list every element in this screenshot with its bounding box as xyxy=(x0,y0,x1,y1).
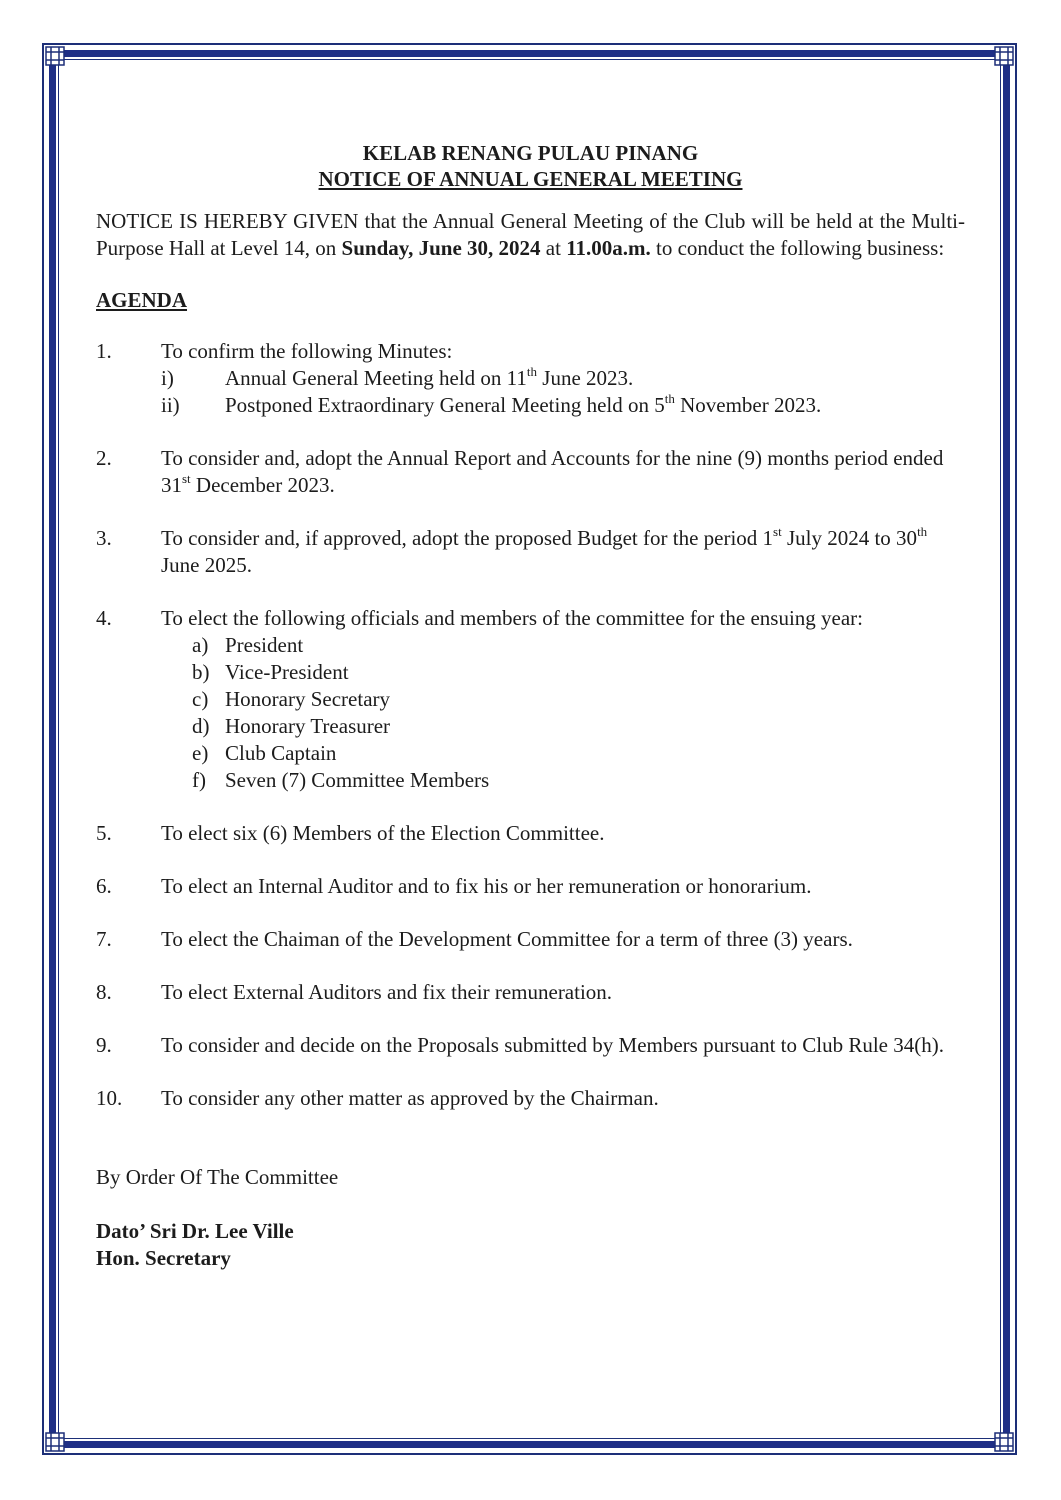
item-text: To elect the Chaiman of the Development Committee for a term of three (3) years. xyxy=(161,927,853,951)
signatory xyxy=(96,1218,965,1272)
signatory-position: Hon. Secretary xyxy=(96,1246,231,1270)
corner-ornament-icon xyxy=(991,1429,1017,1455)
sub-item-text: Honorary Secretary xyxy=(225,687,391,711)
club-name: KELAB RENANG PULAU PINANG xyxy=(362,141,699,165)
item-number: 10. xyxy=(96,1086,123,1110)
agenda-list xyxy=(96,338,965,1112)
intro-text: to conduct the following business: xyxy=(650,236,945,260)
agenda-item xyxy=(96,873,965,900)
sub-item xyxy=(161,392,965,419)
sub-item-text: Seven (7) Committee Members xyxy=(225,768,490,792)
sub-item xyxy=(161,740,965,767)
item-text: To consider and decide on the Proposals submitted by Members pursuant to Club Rule 34(h). xyxy=(161,1033,944,1057)
agenda-item xyxy=(96,926,965,953)
item-number: 1. xyxy=(96,339,112,363)
intro-text: NOTICE IS HEREBY GIVEN that the Annual General Meeting of the Club will be held at the Multi-Purpose Hall at Level 14, on xyxy=(96,209,965,260)
item-body xyxy=(161,338,965,419)
sub-item-label: ii) xyxy=(161,393,180,417)
meeting-date: Sunday, June 30, 2024 xyxy=(341,236,541,260)
item-text: To elect the following officials and members of the committee for the ensuing year: xyxy=(161,606,864,630)
sub-item-text: Honorary Treasurer xyxy=(225,714,391,738)
sub-item-text: President xyxy=(225,633,304,657)
item-number: 4. xyxy=(96,606,112,630)
item-text: To consider any other matter as approved by the Chairman. xyxy=(161,1086,659,1110)
notice-title: NOTICE OF ANNUAL GENERAL MEETING xyxy=(318,167,743,191)
sub-item-text: Club Captain xyxy=(225,741,337,765)
meeting-time: 11.00a.m. xyxy=(566,236,651,260)
sub-item-text: Postponed Extraordinary General Meeting held on 5th November 2023. xyxy=(225,391,822,417)
corner-ornament-icon xyxy=(42,1429,68,1455)
item-body xyxy=(161,605,965,794)
item-text: To consider and, if approved, adopt the proposed Budget for the period 1st July 2024 to 30th June 2025. xyxy=(161,524,928,577)
corner-ornament-icon xyxy=(42,43,68,69)
sub-item-text: Annual General Meeting held on 11th June 2023. xyxy=(225,364,634,390)
intro-text: at xyxy=(540,236,567,260)
sub-item xyxy=(161,659,965,686)
item-number: 3. xyxy=(96,526,112,550)
item-number: 2. xyxy=(96,446,112,470)
sub-item xyxy=(161,767,965,794)
sub-item xyxy=(161,713,965,740)
notice-document xyxy=(96,140,965,1272)
item-number: 9. xyxy=(96,1033,112,1057)
sub-item-label: a) xyxy=(192,633,209,657)
corner-ornament-icon xyxy=(991,43,1017,69)
item-text: To elect External Auditors and fix their remuneration. xyxy=(161,980,613,1004)
intro-paragraph xyxy=(96,208,965,262)
sub-item xyxy=(161,686,965,713)
agenda-item xyxy=(96,979,965,1006)
item-text: To elect six (6) Members of the Election Committee. xyxy=(161,821,605,845)
agenda-item xyxy=(96,445,965,499)
sub-item-label: d) xyxy=(192,714,210,738)
by-order-text: By Order Of The Committee xyxy=(96,1165,339,1189)
sub-item-label: i) xyxy=(161,366,174,390)
item-text: To elect an Internal Auditor and to fix his or her remuneration or honorarium. xyxy=(161,874,812,898)
signatory-name: Dato’ Sri Dr. Lee Ville xyxy=(96,1219,294,1243)
item-number: 7. xyxy=(96,927,112,951)
sub-item-label: e) xyxy=(192,741,209,765)
item-text: To confirm the following Minutes: xyxy=(161,339,453,363)
agenda-item xyxy=(96,525,965,579)
sub-item-label: b) xyxy=(192,660,210,684)
agenda-item xyxy=(96,338,965,419)
agenda-item xyxy=(96,820,965,847)
sub-item-label: c) xyxy=(192,687,209,711)
agenda-item xyxy=(96,605,965,794)
sub-item-label: f) xyxy=(192,768,206,792)
item-number: 6. xyxy=(96,874,112,898)
item-number: 5. xyxy=(96,821,112,845)
item-text: To consider and, adopt the Annual Report and Accounts for the nine (9) months period ended 31st December 2023. xyxy=(161,446,944,497)
agenda-item xyxy=(96,1032,965,1059)
agenda-item xyxy=(96,1085,965,1112)
sub-item xyxy=(161,632,965,659)
item-number: 8. xyxy=(96,980,112,1004)
agenda-heading: AGENDA xyxy=(96,288,188,312)
sub-item xyxy=(161,365,965,392)
sub-item-text: Vice-President xyxy=(225,660,349,684)
